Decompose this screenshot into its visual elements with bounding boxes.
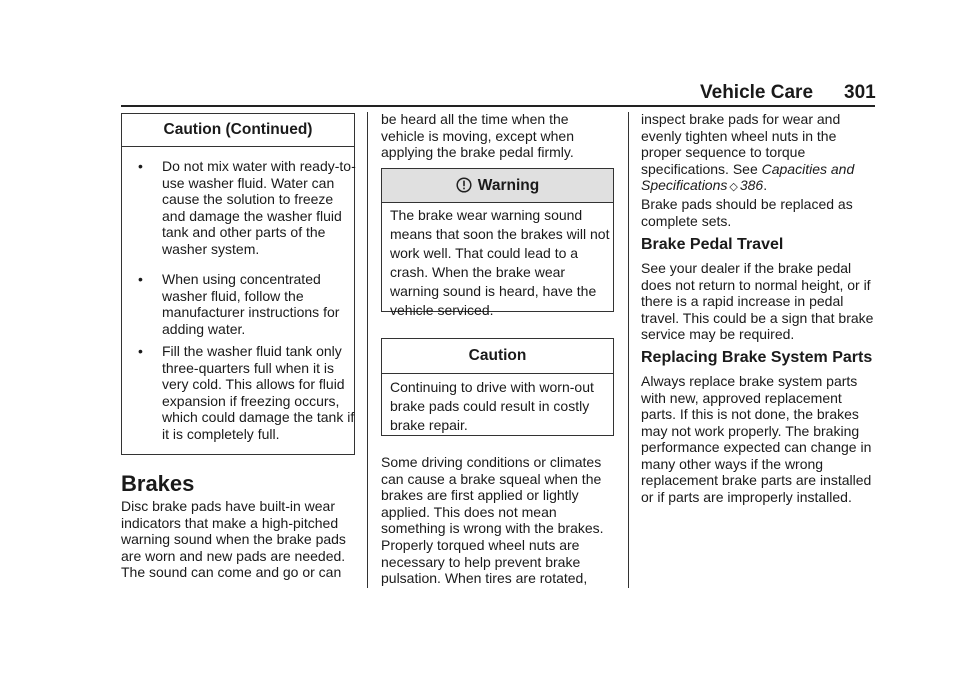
- caution-box: [381, 338, 614, 436]
- warning-title: Warning: [477, 177, 540, 194]
- page-number: 301: [844, 82, 876, 103]
- brakes-paragraph-3: Properly torqued wheel nuts are necessary to help prevent brake pulsation. When tires are rotated,: [381, 537, 588, 586]
- page-ref-icon: ◇: [729, 181, 738, 193]
- replacing-parts-text: Always replace brake system parts with new, approved replacement parts. If this is not done, the brakes may not work properly. The braking performance expected can change in many other ways if the wrong replacement brake parts are installed or if parts are improperly installed.: [641, 373, 872, 505]
- header-rule: [121, 105, 875, 107]
- column-divider-2: [628, 112, 629, 588]
- column-divider-1: [367, 112, 368, 588]
- bullet-item: [138, 343, 354, 447]
- brakes-paragraph-1: Disc brake pads have built-in wear indicators that make a high-pitched warning sound when the brake pads are worn and new pads are needed. The sound can come and go or can: [121, 498, 346, 580]
- paragraph-3-end: .: [763, 177, 768, 193]
- bullet-text: Fill the washer fluid tank only three-quarters full when it is very cold. This allows for fluid expansion if freezing occurs, which could damage the tank if it is completely full.: [162, 343, 355, 442]
- bullet-text: Do not mix water with ready-to-use washer fluid. Water can cause the solution to freeze and damage the washer fluid tank and other parts of the washer system.: [162, 158, 356, 257]
- capacities-link[interactable]: Capacities and Specifications: [641, 160, 855, 193]
- brake-pedal-travel-heading: Brake Pedal Travel: [641, 236, 784, 253]
- warning-text: The brake wear warning sound means that soon the brakes will not work well. That could lead to a crash. When the brake wear warning sound is heard, have the vehicle serviced.: [390, 207, 610, 318]
- warning-header: [382, 169, 613, 203]
- bullet-text: When using concentrated washer fluid, follow the manufacturer instructions for adding water.: [162, 271, 340, 337]
- caution-continued-title: Caution (Continued): [122, 114, 354, 147]
- section-title: Vehicle Care: [700, 82, 814, 103]
- brakes-paragraph-4: Brake pads should be replaced as complete sets.: [641, 196, 853, 229]
- brakes-paragraph-3-continued: [641, 111, 875, 196]
- caution-continued-box: [121, 113, 355, 455]
- paragraph-3-text: inspect brake pads for wear and evenly tighten wheel nuts in the proper sequence to torque specifications. See: [641, 111, 841, 177]
- brakes-paragraph-2: Some driving conditions or climates can cause a brake squeal when the brakes are first applied or lightly applied. This does not mean something is wrong with the brakes.: [381, 454, 604, 536]
- warning-box: [381, 168, 614, 318]
- caution-title: Caution: [382, 339, 613, 374]
- bullet-item: [138, 271, 354, 339]
- replacing-parts-heading: Replacing Brake System Parts: [641, 349, 873, 366]
- brake-pedal-travel-text: See your dealer if the brake pedal does not return to normal height, or if there is a rapid increase in pedal travel. This could be a sign that brake service may be required.: [641, 260, 874, 342]
- warning-icon: [456, 177, 472, 193]
- brakes-heading: Brakes: [121, 471, 195, 496]
- caution-text: Continuing to drive with worn-out brake pads could result in costly brake repair.: [390, 379, 594, 433]
- page-ref[interactable]: 386: [739, 177, 764, 193]
- bullet-mark: •: [138, 158, 143, 174]
- bullet-item: [138, 158, 354, 263]
- bullet-mark: •: [138, 271, 143, 287]
- brakes-paragraph-1-continued: be heard all the time when the vehicle is moving, except when applying the brake pedal firmly.: [381, 111, 574, 160]
- bullet-mark: •: [138, 343, 143, 359]
